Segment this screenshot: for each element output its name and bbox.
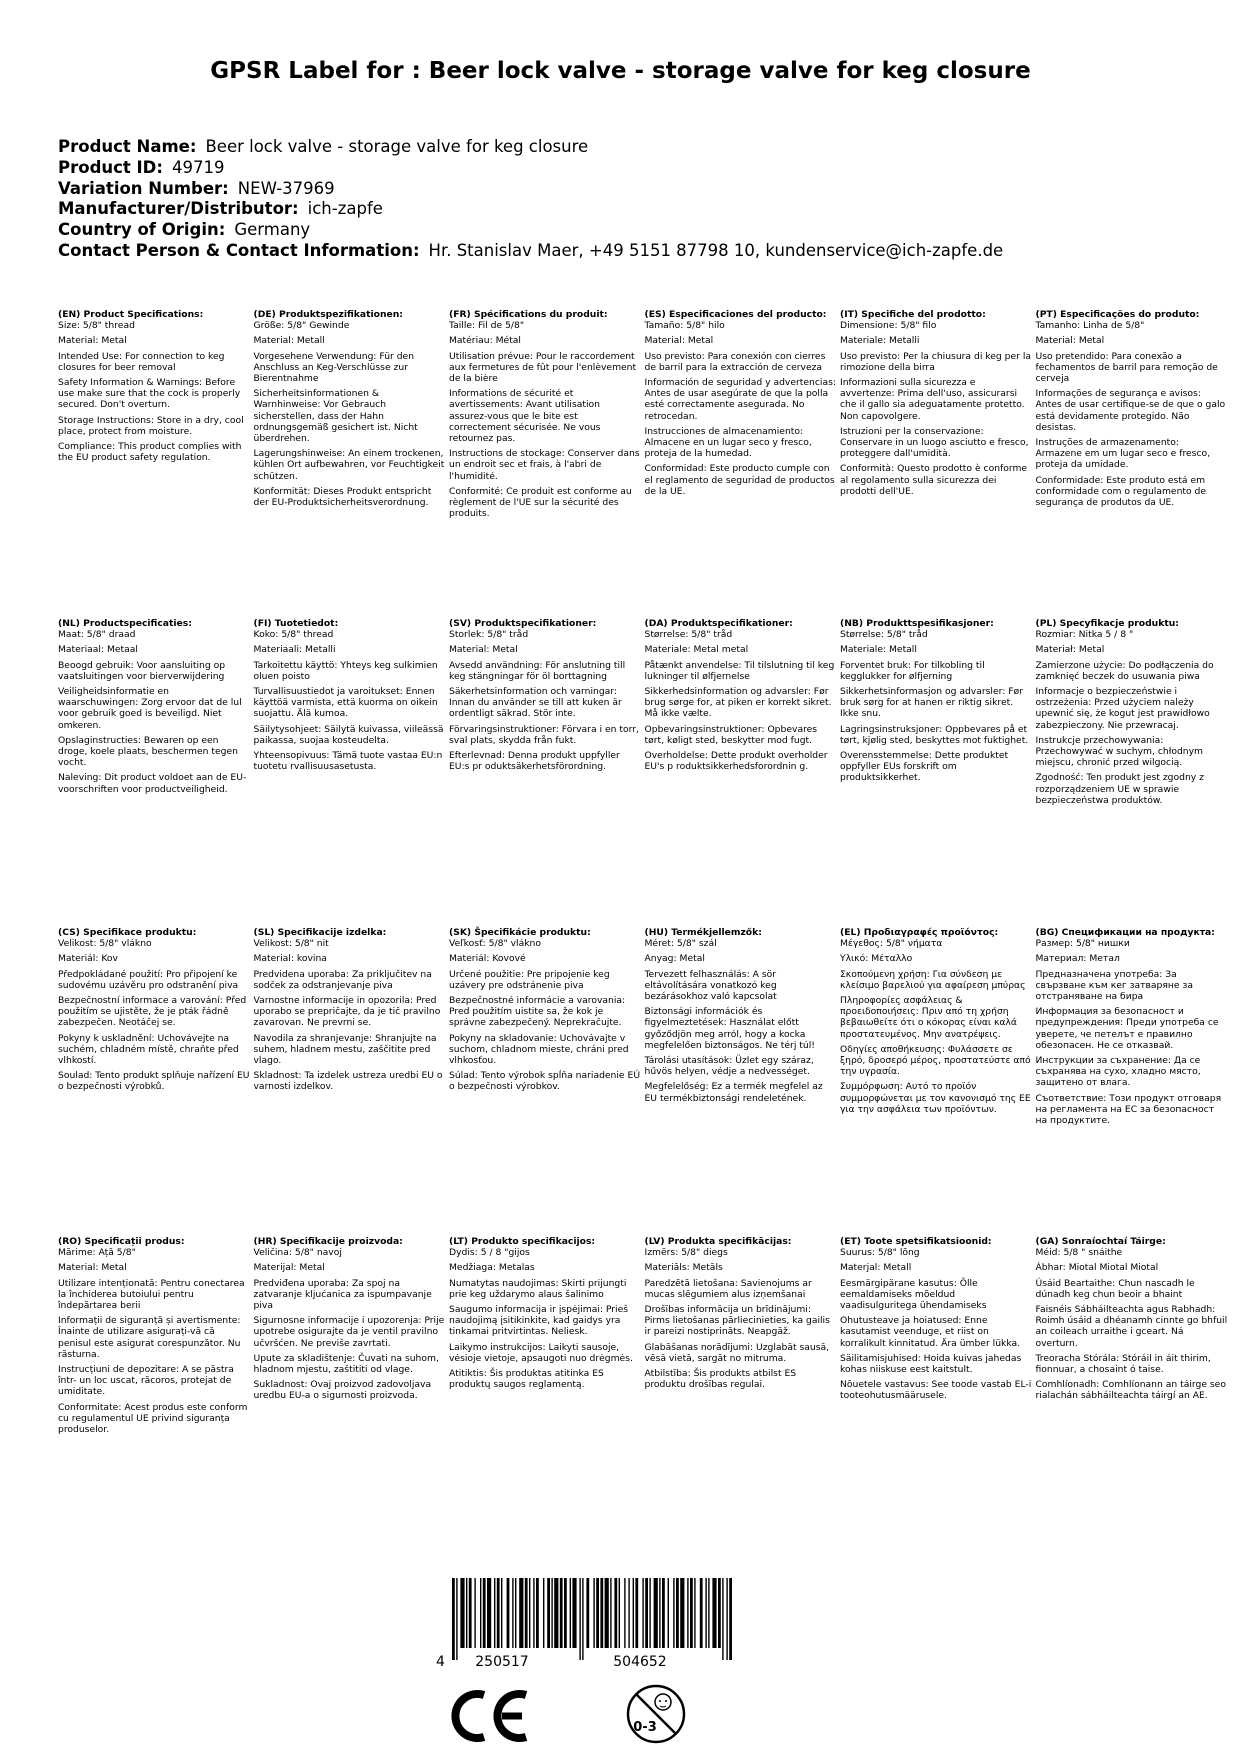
- barcode-bar: [649, 1578, 650, 1648]
- spec-heading: (LV) Produkta specifikācijas:: [644, 1236, 792, 1247]
- page-title: GPSR Label for : Beer lock valve - storage valve for keg closure: [210, 58, 1031, 84]
- barcode-bar: [694, 1578, 695, 1648]
- spec-paragraph: Velikost: 5/8" nit: [253, 938, 329, 950]
- spec-block: [840, 618, 1032, 784]
- barcode-bars: [452, 1578, 732, 1660]
- spec-paragraph: Información de seguridad y advertencias: Antes de usar asegúrate de que la polla esté correctamente asegurada. No retrocedan.: [644, 377, 836, 422]
- barcode-bar: [456, 1578, 457, 1660]
- spec-paragraph: Größe: 5/8" Gewinde: [253, 320, 350, 332]
- spec-paragraph: Glabāšanas norādījumi: Uzglabāt sausā, vēsā vietā, sargāt no mitruma.: [644, 1341, 830, 1364]
- barcode-bar: [551, 1578, 552, 1648]
- barcode-bar: [469, 1578, 472, 1648]
- spec-paragraph: Tarkoitettu käyttö: Yhteys keg sulkimien oluen poisto: [253, 659, 438, 682]
- spec-paragraph: Sikkerhetsinformasjon og advarsler: Før bruk sørg for at hanen er riktig sikret. Ikke snu.: [840, 686, 1023, 720]
- spec-paragraph: Forventet bruk: For tilkobling til kegglukker for ølfjerning: [840, 659, 985, 682]
- barcode-bar: [596, 1578, 599, 1648]
- spec-paragraph: Instrucciones de almacenamiento: Almacene en un lugar seco y fresco, proteja de la humedad.: [644, 425, 812, 460]
- barcode-bar: [659, 1578, 660, 1648]
- spec-paragraph: Efterlevnad: Denna produkt uppfyller EU:s pr oduktsäkerhetsförordning.: [449, 750, 620, 773]
- spec-paragraph: Navodila za shranjevanje: Shranjujte na suhem, hladnem mestu, zaščitite pred vlago.: [253, 1032, 437, 1067]
- spec-paragraph: Υλικό: Μέταλλο: [840, 953, 913, 965]
- spec-paragraph: Tamaño: 5/8" hilo: [644, 320, 725, 332]
- barcode-bar: [673, 1578, 674, 1648]
- barcode-bar: [705, 1578, 706, 1648]
- spec-block: [449, 1236, 641, 1390]
- spec-paragraph: Utilizare intenționată: Pentru conectarea la închiderea butoiului pentru îndepărtarea berii: [58, 1277, 245, 1312]
- spec-paragraph: Saugumo informacija ir įspėjimai: Prieš naudojimą įsitikinkite, kad gaidys yra tinkamai pritvirtintas. Neliesk.: [449, 1304, 629, 1338]
- spec-paragraph: Conformitate: Acest produs este conform cu regulamentul UE privind siguranța produselor.: [58, 1401, 248, 1436]
- barcode-digits-right: 504652: [613, 1654, 667, 1670]
- barcode-bar: [554, 1578, 558, 1648]
- info-label: Variation Number:: [58, 178, 229, 198]
- spec-paragraph: Uso pretendido: Para conexão a fechamentos de barril para remoção de cerveja: [1035, 350, 1218, 385]
- barcode-bar: [501, 1578, 502, 1648]
- barcode-bar: [645, 1578, 648, 1648]
- spec-paragraph: Materiál: Kov: [58, 953, 118, 965]
- spec-paragraph: Предназначена употреба: За свързване към кег затваряне за отстраняване на бира: [1035, 968, 1194, 1003]
- spec-paragraph: Veiligheidsinformatie en waarschuwingen: Zorg ervoor dat de lul voor gebruik goed is beveiligd. Niet omkeren.: [58, 686, 242, 731]
- spec-paragraph: Dimensione: 5/8" filo: [840, 320, 937, 332]
- spec-paragraph: Overholdelse: Dette produkt overholder EU's p roduktsikkerhedsforordnin g.: [644, 750, 828, 773]
- spec-block: [645, 309, 837, 497]
- spec-paragraph: Instrukcje przechowywania: Przechowywać w suchym, chłodnym miejscu, chronić przed wilgocią.: [1035, 734, 1203, 769]
- barcode-bar: [494, 1578, 495, 1648]
- spec-heading: (DE) Produktspezifikationen:: [253, 309, 403, 320]
- spec-block: [449, 618, 641, 772]
- spec-paragraph: Съответствие: Този продукт отговаря на регламента на ЕС за безопасност на продуктите.: [1035, 1092, 1222, 1127]
- barcode-bar: [668, 1578, 669, 1648]
- barcode-bar: [642, 1578, 643, 1648]
- barcode-bar: [605, 1578, 609, 1648]
- spec-paragraph: Материал: Метал: [1035, 953, 1120, 965]
- spec-paragraph: Uso previsto: Para conexión con cierres de barril para la extracción de cerveza: [644, 350, 826, 373]
- barcode-bar: [570, 1578, 571, 1648]
- barcode-bar: [579, 1578, 580, 1660]
- spec-paragraph: Numatytas naudojimas: Skirti prijungti prie keg uždarymo alaus šalinimo: [449, 1277, 627, 1300]
- barcode-bar: [680, 1578, 684, 1648]
- spec-paragraph: Materiale: Metall: [840, 644, 917, 656]
- spec-paragraph: Předpokládané použití: Pro připojení ke sudovému uzávěru pro odstranění piva: [58, 968, 239, 991]
- barcode-bar: [480, 1578, 481, 1648]
- spec-paragraph: Turvallisuustiedot ja varoitukset: Ennen käyttöä varmista, että kuorma on oikein suojattu. Älä kumoa.: [253, 686, 438, 720]
- spec-block: [1036, 927, 1228, 1126]
- spec-paragraph: Materiale: Metal metal: [644, 644, 749, 656]
- spec-paragraph: Säilytysohjeet: Säilytä kuivassa, viileässä paikassa, suojaa kosteudelta.: [253, 723, 444, 746]
- spec-heading: (PT) Especificações do produto:: [1035, 309, 1200, 320]
- spec-block: [449, 927, 641, 1093]
- spec-paragraph: Vorgesehene Verwendung: Für den Anschluss an Keg-Verschlüsse zur Bierentnahme: [253, 350, 415, 385]
- spec-paragraph: Velikost: 5/8" vlákno: [58, 938, 152, 950]
- spec-paragraph: Conformidad: Este producto cumple con el reglamento de seguridad de productos de la UE.: [644, 463, 835, 497]
- spec-paragraph: Zgodność: Ten produkt jest zgodny z rozporządzeniem UE w sprawie bezpieczeństwa produktów.: [1035, 772, 1204, 806]
- info-row: [58, 199, 1198, 220]
- spec-paragraph: Predvidena uporaba: Za priključitev na sodček za odstranjevanje piva: [253, 968, 432, 991]
- spec-block: [1036, 309, 1228, 508]
- spec-paragraph: Storage Instructions: Store in a dry, cool place, protect from moisture.: [58, 414, 244, 437]
- barcode-bar: [628, 1578, 629, 1648]
- spec-heading: (NB) Produkttspesifikasjoner:: [840, 618, 994, 629]
- spec-paragraph: Materijal: Metal: [253, 1262, 325, 1274]
- barcode-bar: [712, 1578, 716, 1648]
- spec-heading: (IT) Specifiche del prodotto:: [840, 309, 986, 320]
- spec-heading: (EL) Προδιαγραφές προϊόντος:: [840, 927, 999, 938]
- spec-paragraph: Инструкции за съхранение: Да се съхранява на сухо, хладно място, защитено от влага.: [1035, 1055, 1201, 1089]
- spec-paragraph: Zamierzone użycie: Do podłączenia do zamknięć beczek do usuwania piwa: [1035, 659, 1214, 682]
- spec-paragraph: Mărime: Ață 5/8": [58, 1247, 136, 1259]
- spec-paragraph: Méret: 5/8" szál: [644, 938, 717, 950]
- spec-heading: (HR) Specifikacije proizvoda:: [253, 1236, 403, 1247]
- spec-paragraph: Materiaali: Metalli: [253, 644, 336, 656]
- spec-paragraph: Biztonsági információk és figyelmeztetések: Használat előtt győződjön meg arról, hogy a kocka megfelelően biztonságos. Ne térj túl!: [644, 1006, 815, 1051]
- spec-paragraph: Uso previsto: Per la chiusura di keg per la rimozione della birra: [840, 350, 1032, 373]
- barcode-bar: [687, 1578, 688, 1648]
- spec-paragraph: Material: Metal: [449, 644, 518, 656]
- spec-paragraph: Materiāls: Metāls: [644, 1262, 723, 1274]
- spec-paragraph: Predviđena uporaba: Za spoj na zatvaranje kljućanica za ispumpavanje piva: [253, 1277, 432, 1312]
- spec-block: [645, 927, 837, 1104]
- info-value: NEW-37969: [237, 178, 335, 198]
- spec-paragraph: Bezpečnostní informace a varování: Před použitím se ujistěte, že je pták řádně zabezpečen. Neotáčej se.: [58, 995, 247, 1029]
- info-label: Country of Origin:: [58, 220, 226, 240]
- info-value: Beer lock valve - storage valve for keg closure: [205, 137, 589, 156]
- barcode-bar: [676, 1578, 679, 1648]
- spec-paragraph: Atitiktis: Šis produktas atitinka ES produktų saugos reglamentą.: [449, 1368, 604, 1391]
- spec-paragraph: Faisnéis Sábháilteachta agus Rabhadh: Roimh úsáid a dhéanamh cinnte go bhfuil an coileach urraithe i gceart. Ná overturn.: [1035, 1304, 1228, 1349]
- spec-paragraph: Súlad: Tento výrobok spĺňa nariadenie EÚ o bezpečnosti výrobkov.: [449, 1070, 641, 1093]
- spec-paragraph: Pokyny na skladovanie: Uchovávajte v suchom, chladnom mieste, chráni pred vlhkosťou.: [449, 1032, 629, 1067]
- barcode-bar: [519, 1578, 523, 1648]
- spec-paragraph: Materiale: Metalli: [840, 335, 920, 347]
- barcode-bar: [586, 1578, 589, 1648]
- barcode-digits-left: 250517: [475, 1654, 529, 1670]
- spec-paragraph: Compliance: This product complies with the EU product safety regulation.: [58, 441, 242, 464]
- spec-block: [58, 618, 250, 795]
- spec-block: [449, 309, 641, 519]
- barcode-bar: [662, 1578, 665, 1648]
- spec-paragraph: Istruzioni per la conservazione: Conservare in un luogo asciutto e fresco, proteggere dall'umidità.: [840, 425, 1029, 460]
- spec-paragraph: Informações de segurança e avisos: Antes de usar certifique-se de que o galo está devidamente protegido. Não desistas.: [1035, 388, 1226, 433]
- spec-paragraph: Eesmärgipärane kasutus: Õlle eemaldamiseks mõeldud vaadisulguritega ühendamiseks: [840, 1277, 987, 1312]
- spec-paragraph: Konformität: Dieses Produkt entspricht der EU-Produktsicherheitsverordnung.: [253, 485, 432, 509]
- spec-paragraph: Sukladnost: Ovaj proizvod zadovoljava uredbu EU-a o sigurnosti proizvoda.: [253, 1379, 432, 1402]
- spec-paragraph: Material: kovina: [253, 953, 327, 965]
- spec-paragraph: Σκοπούμενη χρήση: Για σύνδεση με κλείσιμο βαρελιού για αφαίρεση μπύρας: [840, 968, 1026, 991]
- spec-paragraph: Material: Metal: [58, 335, 127, 347]
- spec-paragraph: Ábhar: Miotal Miotal Miotal: [1035, 1262, 1159, 1274]
- spec-paragraph: Matériau: Métal: [449, 335, 521, 347]
- spec-heading: (RO) Specificații produs:: [58, 1236, 185, 1247]
- barcode-bar: [635, 1578, 638, 1648]
- barcode-bar: [487, 1578, 491, 1648]
- spec-paragraph: Ohutusteave ja hoiatused: Enne kasutamist veenduge, et riist on korralikult kinnitatud. Ära ümber lükka.: [840, 1315, 1021, 1349]
- barcode-bar: [515, 1578, 516, 1648]
- spec-block: [840, 309, 1032, 497]
- spec-paragraph: Conformité: Ce produit est conforme au règlement de l'UE sur la sécurité des produits.: [449, 485, 632, 520]
- product-info: [58, 137, 1198, 262]
- info-label: Manufacturer/Distributor:: [58, 199, 299, 219]
- spec-paragraph: Pokyny k uskladnění: Uchovávejte na suchém, chladném místě, chraňte před vlhkostí.: [58, 1032, 239, 1067]
- spec-paragraph: Nõuetele vastavus: See toode vastab EL-i tooteohutusmäärusele.: [840, 1379, 1032, 1402]
- spec-heading: (GA) Sonraíochtaí Táirge:: [1035, 1236, 1166, 1247]
- barcode-bar: [564, 1578, 567, 1648]
- spec-paragraph: Materiaal: Metaal: [58, 644, 138, 656]
- spec-paragraph: Συμμόρφωση: Αυτό το προϊόν συμμορφώνεται με τον κανονισμό της ΕΕ για την ασφάλεια των προϊόντων.: [840, 1081, 1031, 1115]
- info-value: Hr. Stanislav Maer, +49 5151 87798 10, kundenservice@ich-zapfe.de: [428, 240, 1004, 260]
- spec-heading: (EN) Product Specifications:: [58, 309, 204, 320]
- info-value: 49719: [171, 157, 225, 177]
- barcode-bar: [718, 1578, 721, 1648]
- spec-paragraph: Dydis: 5 / 8 "gijos: [449, 1247, 530, 1259]
- barcode-bar: [654, 1578, 658, 1648]
- barcode-bar: [722, 1578, 723, 1660]
- barcode-bar: [700, 1578, 703, 1648]
- spec-paragraph: Beoogd gebruik: Voor aansluiting op vaatsluitingen voor bierverwijdering: [58, 659, 226, 682]
- barcode-bar: [572, 1578, 576, 1648]
- spec-paragraph: Påtænkt anvendelse: Til tilslutning til keg lukninger til ølfjernelse: [644, 659, 835, 682]
- spec-paragraph: Anyag: Metal: [644, 953, 705, 965]
- spec-paragraph: Lagringsinstruksjoner: Oppbevares på et tørt, kjølig sted, beskyttes mot fuktighet.: [840, 723, 1029, 746]
- spec-paragraph: Πληροφορίες ασφάλειας & προειδοποιήσεις: Πριν από τη χρήση βεβαιωθείτε ότι ο κόκορας είναι καλά προστατευμένος. Μην ανατρέψεις.: [840, 995, 1017, 1040]
- barcode-bar: [525, 1578, 528, 1648]
- spec-paragraph: Instructions de stockage: Conserver dans un endroit sec et frais, à l'abri de l'humidité.: [449, 448, 640, 482]
- barcode-bar: [452, 1578, 455, 1660]
- spec-paragraph: Rozmiar: Nitka 5 / 8 ": [1035, 629, 1134, 641]
- barcode-bar: [614, 1578, 617, 1648]
- spec-paragraph: Méid: 5/8 " snáithe: [1035, 1247, 1123, 1259]
- spec-heading: (PL) Specyfikacje produktu:: [1035, 618, 1179, 629]
- spec-paragraph: Avsedd användning: För anslutning till keg stängningar för öl borttagning: [449, 659, 626, 682]
- barcode-bar: [619, 1578, 620, 1648]
- spec-heading: (ES) Especificaciones del producto:: [644, 309, 827, 320]
- info-row: [58, 220, 1198, 241]
- spec-block: [58, 309, 250, 463]
- spec-paragraph: Sikkerhedsinformation og advarsler: Før brug sørge for, at piken er korrekt sikret. Må ikke vælte.: [644, 686, 832, 720]
- barcode-bar: [582, 1578, 583, 1660]
- spec-block: [254, 309, 446, 508]
- spec-paragraph: Naleving: Dit product voldoet aan de EU-voorschriften voor productveiligheid.: [58, 772, 247, 795]
- spec-paragraph: Opbevaringsinstruktioner: Opbevares tørt, køligt sted, beskytter mod fugt.: [644, 723, 818, 746]
- spec-paragraph: Informații de siguranță și avertismente: Înainte de utilizare asigurați-vă că penisul este asigurat corespunzător. Nu răsturna.: [58, 1315, 241, 1360]
- spec-heading: (FI) Tuotetiedot:: [253, 618, 339, 629]
- spec-heading: (HU) Termékjellemzők:: [644, 927, 762, 938]
- spec-paragraph: Размер: 5/8" нишки: [1035, 938, 1130, 950]
- spec-paragraph: Suurus: 5/8" lõng: [840, 1247, 920, 1259]
- info-label: Product ID:: [58, 157, 163, 177]
- spec-paragraph: Yhteensopivuus: Tämä tuote vastaa EU:n tuotetu rvallisuusasetusta.: [253, 750, 443, 773]
- info-label: Contact Person & Contact Information:: [58, 240, 420, 260]
- spec-paragraph: Intended Use: For connection to keg closures for beer removal: [58, 350, 225, 373]
- spec-paragraph: Skladnost: Ta izdelek ustreza uredbi EU o varnosti izdelkov.: [253, 1070, 443, 1093]
- spec-block: [254, 1236, 446, 1402]
- barcode-bar: [536, 1578, 539, 1648]
- spec-paragraph: Materjal: Metall: [840, 1262, 912, 1274]
- ce-mark: [450, 1687, 532, 1745]
- spec-paragraph: Material: Metal: [1035, 335, 1105, 347]
- spec-paragraph: Bezpečnostné informácie a varovania: Pred použitím uistite sa, že kok je správne zabezpečený. Neprekračujte.: [449, 995, 626, 1029]
- spec-paragraph: Utilisation prévue: Pour le raccordement aux fermetures de fût pour l'enlèvement de la bière: [449, 350, 637, 385]
- info-value: Germany: [234, 220, 311, 240]
- info-row: [58, 179, 1198, 200]
- info-row: [58, 241, 1198, 262]
- spec-paragraph: Storlek: 5/8" tråd: [449, 629, 529, 641]
- spec-block: [840, 1236, 1032, 1402]
- barcode-bar: [560, 1578, 563, 1648]
- spec-block: [58, 927, 250, 1093]
- barcode-bar: [610, 1578, 611, 1648]
- spec-block: [840, 927, 1032, 1115]
- spec-paragraph: Size: 5/8" thread: [58, 320, 135, 332]
- spec-paragraph: Veličina: 5/8" navoj: [253, 1247, 342, 1259]
- age-warning-icon: [625, 1683, 687, 1745]
- spec-block: [1036, 618, 1228, 806]
- barcode: [430, 1578, 740, 1673]
- spec-heading: (SV) Produktspecifikationer:: [449, 618, 597, 629]
- spec-paragraph: Izmērs: 5/8" diegs: [644, 1247, 728, 1259]
- spec-paragraph: Säkerhetsinformation och varningar: Innan du använder se till att kuken är ordentligt säkrad. Stör inte.: [449, 686, 622, 720]
- barcode-bar: [512, 1578, 513, 1648]
- spec-heading: (ET) Toote spetsifikatsioonid:: [840, 1236, 992, 1247]
- spec-paragraph: Tamanho: Linha de 5/8": [1035, 320, 1145, 332]
- spec-paragraph: Sicherheitsinformationen & Warnhinweise: Vor Gebrauch sicherstellen, dass der Hahn ordnungsgemäß gesichert ist. Nicht überdrehen.: [253, 388, 418, 445]
- spec-paragraph: Μέγεθος: 5/8" νήματα: [840, 938, 943, 950]
- spec-paragraph: Lagerungshinweise: An einem trockenen, kühlen Ort aufbewahren, vor Feuchtigkeit schützen.: [253, 448, 445, 482]
- spec-paragraph: Instruções de armazenamento: Armazene em um lugar seco e fresco, proteja da umidade.: [1035, 437, 1211, 471]
- spec-heading: (NL) Productspecificaties:: [58, 618, 192, 629]
- barcode-bar: [547, 1578, 550, 1648]
- spec-paragraph: Størrelse: 5/8" tråd: [840, 629, 928, 641]
- barcode-bar: [460, 1578, 464, 1648]
- spec-paragraph: Opslaginstructies: Bewaren op een droge, koele plaats, beschermen tegen vocht.: [58, 734, 238, 769]
- spec-paragraph: Paredzētā lietošana: Savienojums ar mucas slēgumiem alus izņemšanai: [644, 1277, 812, 1300]
- spec-paragraph: Veľkosť: 5/8" vlákno: [449, 938, 542, 950]
- barcode-bar: [483, 1578, 486, 1648]
- spec-paragraph: Treoracha Stórála: Stóráil in áit thirim, fionnuar, a chosaint ó taise.: [1035, 1352, 1211, 1376]
- info-row: [58, 137, 1198, 158]
- barcode-bar: [708, 1578, 709, 1648]
- spec-paragraph: Maat: 5/8" draad: [58, 629, 136, 641]
- spec-heading: (BG) Спецификации на продукта:: [1035, 927, 1215, 938]
- barcode-bar: [507, 1578, 510, 1648]
- barcode-bar: [633, 1578, 634, 1648]
- barcode-bar: [600, 1578, 603, 1648]
- spec-paragraph: Tervezett felhasználás: A sör eltávolítására vonatkozó keg bezárásokhoz való kapcsolat: [644, 968, 777, 1003]
- barcode-bar: [690, 1578, 693, 1648]
- spec-paragraph: Информация за безопасност и предупреждения: Преди употреба се уверете, че петелът е правилно обезопасен. Не се отказвай.: [1035, 1006, 1219, 1051]
- spec-paragraph: Förvaringsinstruktioner: Förvara i en torr, sval plats, skydda från fukt.: [449, 723, 639, 746]
- spec-paragraph: Overensstemmelse: Dette produktet oppfyller EUs forskrift om produktsikkerhet.: [840, 750, 1009, 784]
- barcode-bar: [529, 1578, 530, 1648]
- spec-block: [645, 1236, 837, 1390]
- info-label: Product Name:: [58, 137, 197, 156]
- spec-paragraph: Medžiaga: Metalas: [449, 1262, 535, 1274]
- spec-paragraph: Určené použitie: Pre pripojenie keg uzávery pre odstránenie piva: [449, 968, 610, 991]
- spec-paragraph: Varnostne informacije in opozorila: Pred uporabo se prepričajte, da je tič pravilno zavarovan. Ne prevrni se.: [253, 995, 441, 1029]
- barcode-bar: [497, 1578, 500, 1648]
- barcode-bar: [729, 1578, 732, 1660]
- spec-paragraph: Säilitamisjuhised: Hoida kuivas jahedas kohas niiskuse eest kaitstult.: [840, 1352, 1022, 1376]
- spec-paragraph: Informazioni sulla sicurezza e avvertenze: Prima dell'uso, assicurarsi che il gallo sia adeguatamente protetto. Non capovolgere.: [840, 377, 1025, 422]
- barcode-bar: [466, 1578, 467, 1648]
- spec-paragraph: Drošības informācija un brīdinājumi: Pirms lietošanas pārliecinieties, ka gailis ir pareizi nostiprināts. Neapgāž.: [644, 1304, 830, 1338]
- barcode-bar: [593, 1578, 594, 1648]
- age-label: 0-3: [633, 1720, 657, 1735]
- spec-paragraph: Sigurnosne informacije i upozorenja: Prije upotrebe osigurajte da je ventil pravilno učvršćen. Ne previše zavrtati.: [253, 1315, 445, 1349]
- spec-paragraph: Materiał: Metal: [1035, 644, 1105, 656]
- spec-paragraph: Tárolási utasítások: Üzlet egy száraz, hűvös helyen, védje a nedvességet.: [644, 1055, 814, 1078]
- spec-paragraph: Material: Metal: [58, 1262, 127, 1274]
- spec-paragraph: Conformidade: Este produto está em conformidade com o regulamento de segurança de produtos da UE.: [1035, 474, 1207, 509]
- spec-paragraph: Informacje o bezpieczeństwie i ostrzeżenia: Przed użyciem należy upewnić się, że kogut jest prawidłowo zabezpieczony. Nie przewracaj.: [1035, 686, 1210, 731]
- spec-heading: (SL) Specifikacije izdelka:: [253, 927, 387, 938]
- spec-paragraph: Informations de sécurité et avertissements: Avant utilisation assurez-vous que le bite est correctement sécurisée. Ne vous retournez pas.: [449, 388, 601, 445]
- barcode-bar: [624, 1578, 625, 1648]
- spec-paragraph: Οδηγίες αποθήκευσης: Φυλάσσετε σε ξηρό, δροσερό μέρος, προστατεύστε από την υγρασία.: [840, 1043, 1031, 1078]
- spec-heading: (FR) Spécifications du produit:: [449, 309, 608, 320]
- barcode-bar: [726, 1578, 727, 1660]
- spec-heading: (CS) Specifikace produktu:: [58, 927, 197, 938]
- spec-block: [645, 618, 837, 772]
- spec-paragraph: Megfelelőség: Ez a termék megfelel az EU termékbiztonsági rendeletének.: [644, 1081, 823, 1104]
- spec-block: [254, 927, 446, 1093]
- info-row: [58, 158, 1198, 179]
- spec-paragraph: Comhlíonadh: Comhlíonann an táirge seo rialachán sábháilteachta táirgí an AE.: [1035, 1379, 1226, 1402]
- spec-paragraph: Koko: 5/8" thread: [253, 629, 334, 641]
- spec-paragraph: Material: Metall: [253, 335, 325, 347]
- spec-paragraph: Soulad: Tento produkt splňuje nařízení EU o bezpečnosti výrobků.: [58, 1070, 250, 1093]
- spec-paragraph: Upute za skladištenje: Čuvati na suhom, hladnom mjestu, zaštititi od vlage.: [253, 1352, 439, 1376]
- spec-block: [1036, 1236, 1228, 1402]
- spec-heading: (LT) Produkto specifikacijos:: [449, 1236, 596, 1247]
- spec-block: [254, 618, 446, 772]
- spec-heading: (SK) Špecifikácie produktu:: [449, 927, 591, 938]
- barcode-digit-first: 4: [436, 1654, 445, 1670]
- barcode-bar: [474, 1578, 475, 1648]
- spec-heading: (DA) Produktspecifikationer:: [644, 618, 793, 629]
- spec-paragraph: Safety Information & Warnings: Before use make sure that the cock is properly secured. Don't overturn.: [58, 377, 241, 411]
- spec-block: [58, 1236, 250, 1435]
- spec-paragraph: Conformità: Questo prodotto è conforme al regolamento sulla sicurezza dei prodotti dell'UE.: [840, 463, 1028, 497]
- info-value: ich-zapfe: [307, 199, 383, 219]
- spec-paragraph: Úsáid Beartaithe: Chun nascadh le dúnadh keg chun beoir a bhaint: [1035, 1277, 1195, 1300]
- spec-paragraph: Størrelse: 5/8" tråd: [644, 629, 733, 641]
- spec-paragraph: Atbilstība: Šis produkts atbilst ES produktu drošības regulai.: [644, 1368, 797, 1391]
- spec-paragraph: Instrucțiuni de depozitare: A se păstra într- un loc uscat, răcoros, protejat de umiditate.: [58, 1364, 234, 1398]
- spec-paragraph: Laikymo instrukcijos: Laikyti sausoje, vėsioje vietoje, apsaugoti nuo drėgmės.: [449, 1341, 633, 1364]
- barcode-bar: [533, 1578, 534, 1648]
- spec-paragraph: Materiál: Kovové: [449, 953, 526, 965]
- spec-paragraph: Material: Metal: [644, 335, 714, 347]
- spec-paragraph: Taille: Fil de 5/8": [449, 320, 525, 332]
- barcode-bar: [543, 1578, 544, 1648]
